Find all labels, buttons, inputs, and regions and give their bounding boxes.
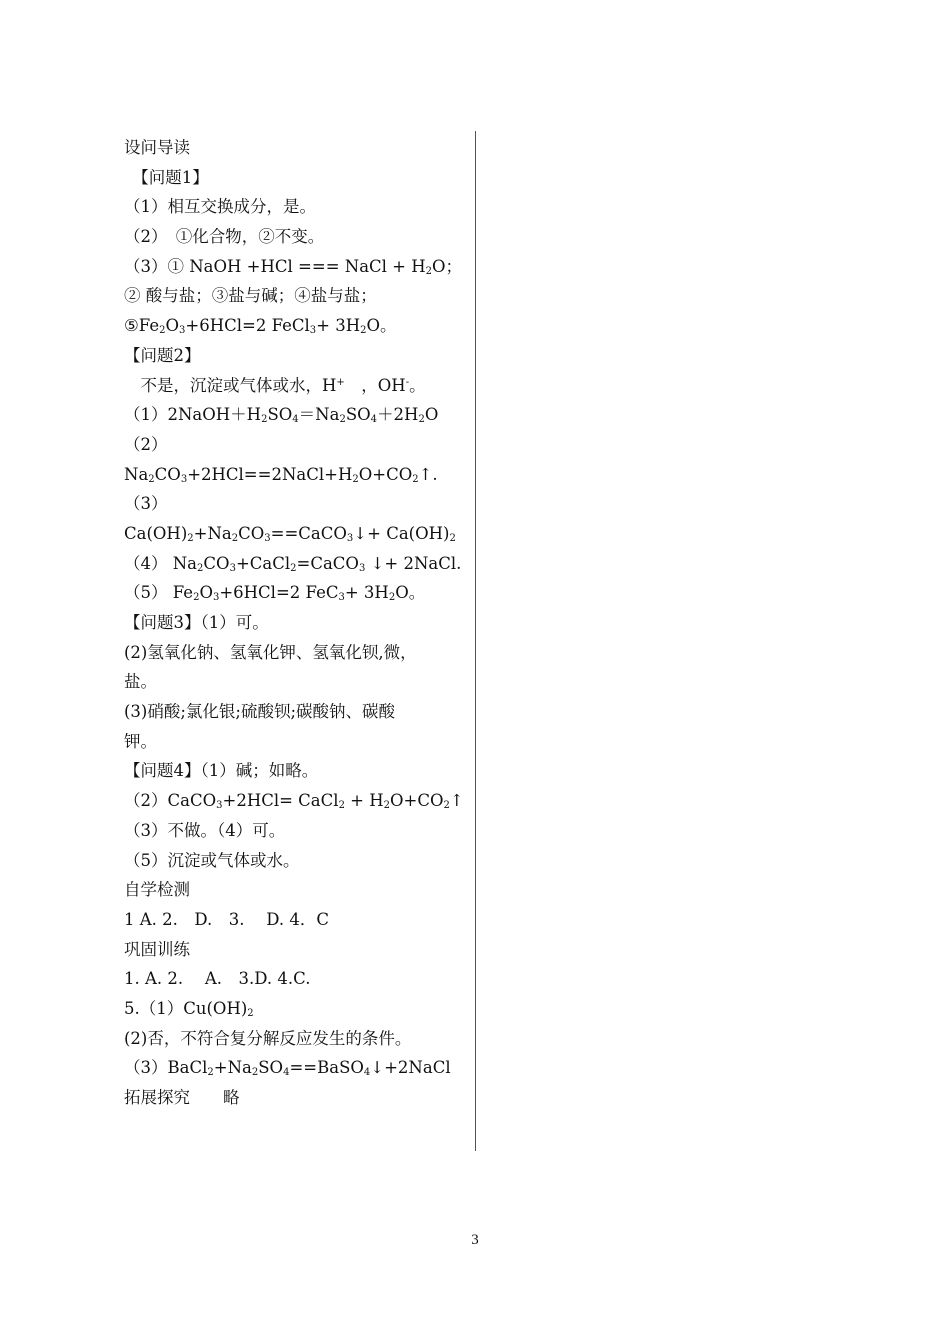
text-line: （4） $Na_2CO_3+CaCl_2=CaCO_3$ ↓+ 2NaCl. [124, 553, 462, 574]
text-line: 拓展探究 略 [124, 1088, 240, 1107]
text-line: （2） ①化合物，②不变。 [124, 227, 325, 247]
text-line: (2)氢氧化钠、氢氧化钾、氢氧化钡,微， [124, 642, 417, 662]
text-line: 钾。 [124, 731, 157, 751]
text-line: （3）不做。（4）可。 [124, 820, 286, 840]
text-line: 自学检测 [124, 880, 190, 900]
text-line: $5.(1)Cu(OH)_2$ [124, 998, 254, 1019]
text-line: (2)否，不符合复分解反应发生的条件。 [124, 1028, 412, 1048]
text-line: ② 酸与盐；③盐与碱；④盐与盐； [124, 286, 377, 306]
text-line: （3） [124, 494, 168, 514]
text-line: $(3)BaCl_2+Na_2SO_4==BaSO_4↓+2NaCl$ [124, 1058, 451, 1079]
text-line: （3）① NaOH +HCl === NaCl + $H_2O$； [124, 256, 463, 277]
text-line: 设问导读 [124, 138, 190, 157]
text-line: （2）CaCO$_3$+2HCl= CaCl$_2$ + $H_2O+CO_2↑$ [124, 791, 464, 812]
text-line: （2） [124, 434, 168, 454]
text-line: 【问题3】（1）可。 [124, 613, 269, 632]
text-line: 【问题4】（1）碱；如略。 [124, 761, 319, 781]
text-line: $(1)2NaOH+H_2SO_4=Na_2SO_4+2H_2O$ [124, 405, 439, 426]
column-divider [475, 131, 476, 1151]
text-line: 1 A. 2. D. 3. D. 4．C [124, 909, 330, 929]
text-line: 盐。 [124, 672, 157, 692]
text-line: 不是，沉淀或气体或水，H+ ，OH-。 [124, 375, 426, 395]
page-number: 3 [471, 1232, 479, 1248]
text-line: （5）沉淀或气体或水。 [124, 850, 300, 870]
text-line: $Na_2CO_3+2HCl==2NaCl+H_2O+CO_2↑$. [124, 464, 438, 485]
text-line: (3)硝酸;氯化银;硫酸钡;碳酸钠、碳酸 [124, 702, 396, 722]
text-line: 【问题2】 [124, 345, 201, 365]
text-line: 1. A. 2. A. 3.D. 4.C. [124, 969, 311, 989]
text-line: （5） $Fe_2O_3+6HCl=2$ $FeC_3+ 3H_2O$。 [124, 583, 426, 604]
text-line: 【问题1】 [124, 167, 209, 187]
text-line: $⑤Fe_2O_3+6HCl=2$ FeCl$_3$+ $3H_2O$。 [124, 316, 397, 337]
text-line: （1）相互交换成分，是。 [124, 197, 316, 217]
text-line: $Ca(OH)_2+Na_2CO_3==CaCO_3↓+ Ca(OH)_2$ [124, 523, 456, 544]
text-line: 巩固训练 [124, 939, 190, 959]
answer-column [124, 133, 464, 1113]
